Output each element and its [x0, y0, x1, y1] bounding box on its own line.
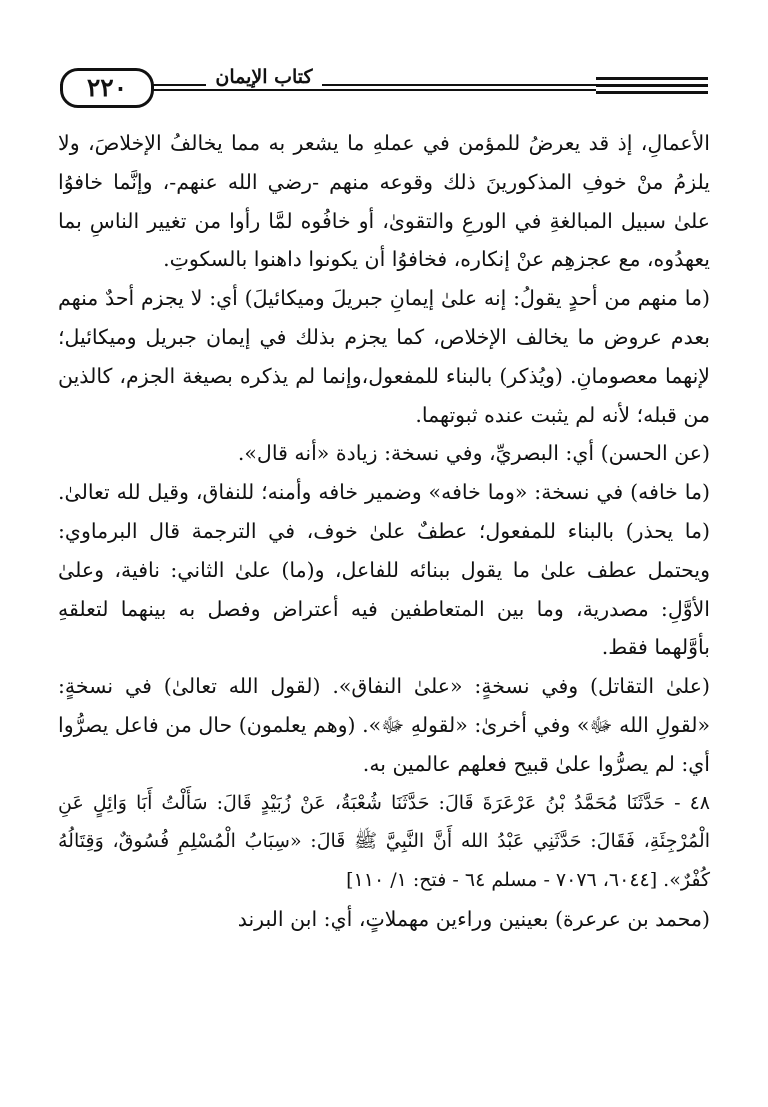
paragraph: الأعمالِ، إذ قد يعرضُ للمؤمن في عملهِ ما يشعر به مما يخالفُ الإخلاصَ، ولا يلزمُ منْ خوفِ المذكورينَ ذلك وقوعه منهم -رضي الله عنهم-، وإنَّما خافوُا علىٰ سبيل المبالغةِ في الورعِ والتقوىٰ، أو خافُوه لمَّا رأوا من تغيير الناسِ بما يعهدُوه، مع عجزهِم عنْ إنكاره، فخافوُا أن يكونوا داهنوا بالسكوتِ. [58, 131, 710, 272]
paragraph: (ما خافه) في نسخة: «وما خافه» وضمير خافه وأمنه؛ للنفاق، وقيل لله تعالىٰ. (ما يحذر) بالبناء للمفعول؛ عطفٌ علىٰ خوف، في الترجمة قال البرماوي: ويحتمل عطف علىٰ ما يقول ببنائه للفاعل، و(ما) علىٰ الثاني: نافية، وعلىٰ الأوَّلِ: مصدرية، وما بين المتعاطفين فيه أعتراض وفصل به بينهما لتعلقهِ بأوَّلهما فقط. [58, 480, 710, 660]
hadith-text: ٤٨ - حَدَّثَنَا مُحَمَّدُ بْنُ عَرْعَرَةَ قَالَ: حَدَّثَنَا شُعْبَةُ، عَنْ زُبَيْدٍ قَالَ: سَأَلْتُ أَبَا وَائِلٍ عَنِ الْمُرْجِئَةِ، فَقَالَ: حَدَّثَنِي عَبْدُ الله أَنَّ النَّبِيَّ ﷺ قَالَ: «سِبَابُ الْمُسْلِمِ فُسُوقٌ، وَقِتَالُهُ كُفْرٌ». [٦٠٤٤، ٧٠٧٦ - مسلم ٦٤ - فتح: ١/ ١١٠] [58, 791, 710, 892]
page-number: ٢٢٠ [60, 68, 154, 108]
book-title: كتاب الإيمان [206, 66, 322, 88]
paragraph: (عن الحسن) أي: البصريِّ، وفي نسخة: زيادة «أنه قال». [237, 441, 710, 466]
page-body [58, 124, 710, 939]
paragraph: (محمد بن عرعرة) بعينين وراءين مهملاتٍ، أي: ابن البرند [237, 906, 710, 931]
header-ornament [596, 77, 708, 97]
paragraph: (ما منهم من أحدٍ يقولُ: إنه علىٰ إيمانِ جبريلَ وميكائيلَ) أي: لا يجزم أحدٌ منهم بعدم عروض ما يخالف الإخلاص، كما يجزم بذلك في إيمان جبريل وميكائيل؛ لإنهما معصومانِ. (ويُذكر) بالبناء للمفعول،وإنما لم يذكره بصيغة الجزم، كالذين من قبله؛ لأنه لم يثبت عنده ثبوتهما. [58, 286, 710, 427]
page-header [60, 62, 708, 114]
paragraph: (علىٰ التقاتل) وفي نسخةٍ: «علىٰ النفاق». (لقول الله تعالىٰ) في نسخةٍ: «لقولِ الله ﷻ» وفي أخرىٰ: «لقولهِ ﷻ». (وهم يعلمون) حال من فاعل يصرُّوا أي: لم يصرُّوا علىٰ قبيح فعلهم عالمين به. [58, 674, 710, 776]
